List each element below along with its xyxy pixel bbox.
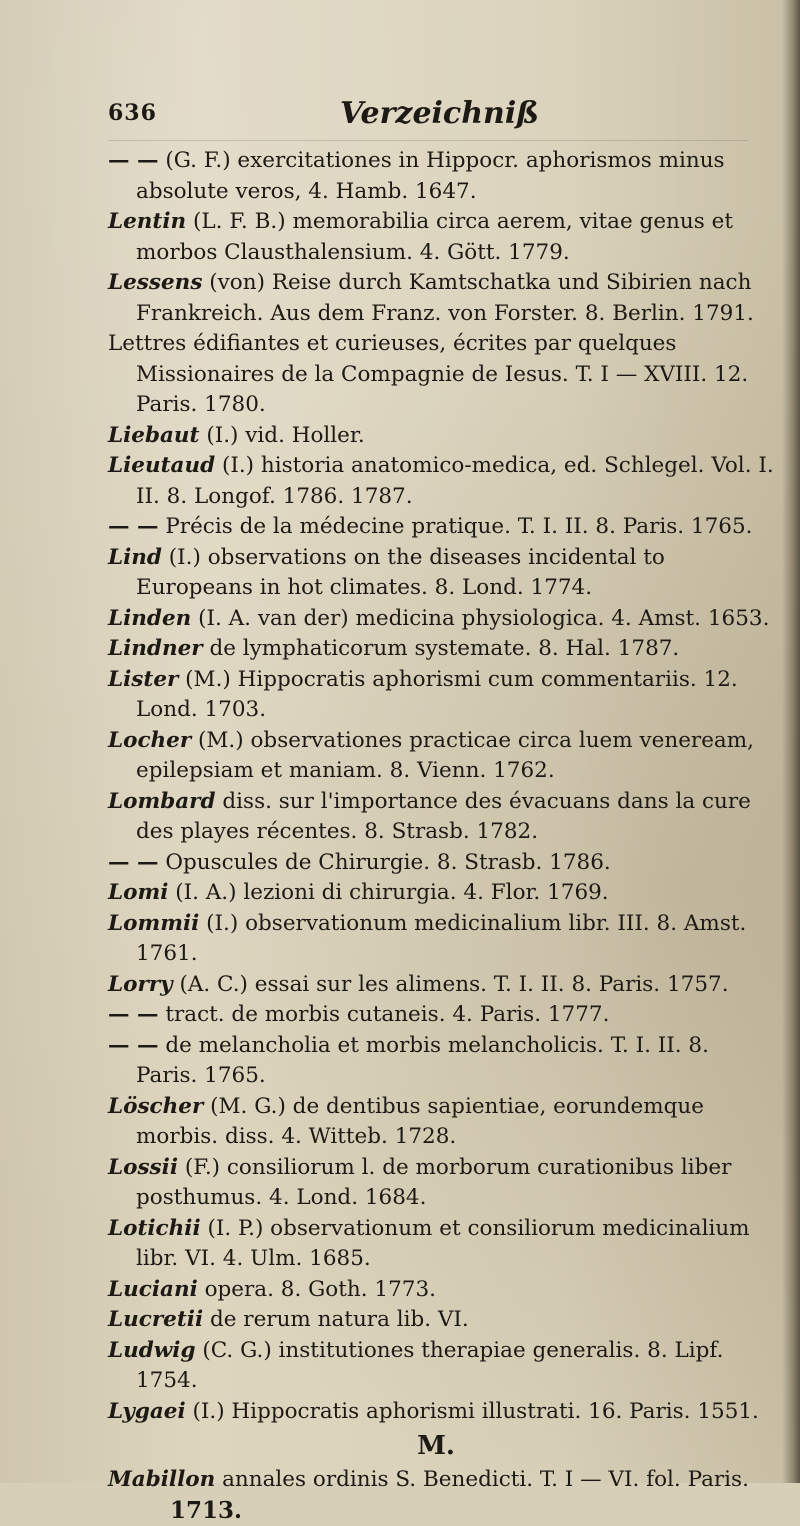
- bibliography-entry: Lieutaud (I.) historia anatomico-medica, ed. Schlegel. Vol. I. II. 8. Longof. 1786. 1787.: [96, 451, 776, 512]
- bibliography-entry: Mabillon annales ordinis S. Benedicti. T. I — VI. fol. Paris.: [96, 1465, 776, 1496]
- bibliography-entry: Lind (I.) observations on the diseases incidental to Europeans in hot climates. 8. Lond. 1774.: [96, 543, 776, 604]
- bibliography-entry: — — Opuscules de Chirurgie. 8. Strasb. 1786.: [96, 848, 776, 879]
- header-rule: [108, 140, 748, 141]
- page-number: 636: [108, 100, 157, 126]
- bibliography-entry: Lentin (L. F. B.) memorabilia circa aerem, vitae genus et morbos Clausthalensium. 4. Gött. 1779.: [96, 207, 776, 268]
- bibliography-entry: — — Précis de la médecine pratique. T. I. II. 8. Paris. 1765.: [96, 512, 776, 543]
- bibliography-entry: Lotichii (I. P.) observationum et consiliorum medicinalium libr. VI. 4. Ulm. 1685.: [96, 1214, 776, 1275]
- bibliography-entry: Lucretii de rerum natura lib. VI.: [96, 1305, 776, 1336]
- bibliography-entry: Locher (M.) observationes practicae circa luem veneream, epilepsiam et maniam. 8. Vienn. 1762.: [96, 726, 776, 787]
- bibliography-entry: Luciani opera. 8. Goth. 1773.: [96, 1275, 776, 1306]
- bibliography-entry: Liebaut (I.) vid. Holler.: [96, 421, 776, 452]
- bibliography-list: [96, 146, 776, 1526]
- section-letter: M.: [96, 1427, 776, 1465]
- running-title: Verzeichniß: [340, 96, 539, 131]
- bibliography-entry: Lister (M.) Hippocratis aphorismi cum commentariis. 12. Lond. 1703.: [96, 665, 776, 726]
- bibliography-entry: Lygaei (I.) Hippocratis aphorismi illustrati. 16. Paris. 1551.: [96, 1397, 776, 1428]
- bibliography-entry: Lommii (I.) observationum medicinalium libr. III. 8. Amst. 1761.: [96, 909, 776, 970]
- bibliography-entry: Lettres édifiantes et curieuses, écrites par quelques Missionaires de la Compagnie de Iesus. T. I — XVIII. 12. Paris. 1780.: [96, 329, 776, 421]
- bibliography-entry: — — tract. de morbis cutaneis. 4. Paris. 1777.: [96, 1000, 776, 1031]
- bibliography-entry: Lombard diss. sur l'importance des évacuans dans la cure des playes récentes. 8. Strasb. 1782.: [96, 787, 776, 848]
- bibliography-entry: — — (G. F.) exercitationes in Hippocr. aphorismos minus absolute veros, 4. Hamb. 1647.: [96, 146, 776, 207]
- bibliography-entry: Lessens (von) Reise durch Kamtschatka und Sibirien nach Frankreich. Aus dem Franz. von Forster. 8. Berlin. 1791.: [96, 268, 776, 329]
- bibliography-entry: Linden (I. A. van der) medicina physiologica. 4. Amst. 1653.: [96, 604, 776, 635]
- bibliography-entry: Ludwig (C. G.) institutiones therapiae generalis. 8. Lipf. 1754.: [96, 1336, 776, 1397]
- bibliography-entry: Löscher (M. G.) de dentibus sapientiae, eorundemque morbis. diss. 4. Witteb. 1728.: [96, 1092, 776, 1153]
- bibliography-entry: Lossii (F.) consiliorum l. de morborum curationibus liber posthumus. 4. Lond. 1684.: [96, 1153, 776, 1214]
- page-gutter-shadow: [782, 0, 800, 1483]
- bibliography-entry: — — de melancholia et morbis melancholicis. T. I. II. 8. Paris. 1765.: [96, 1031, 776, 1092]
- bibliography-entry: Lomi (I. A.) lezioni di chirurgia. 4. Flor. 1769.: [96, 878, 776, 909]
- bibliography-entry: Lindner de lymphaticorum systemate. 8. Hal. 1787.: [96, 634, 776, 665]
- entry-continuation-year: 1713.: [96, 1496, 776, 1526]
- page-header: [108, 96, 728, 136]
- bibliography-entry: Lorry (A. C.) essai sur les alimens. T. I. II. 8. Paris. 1757.: [96, 970, 776, 1001]
